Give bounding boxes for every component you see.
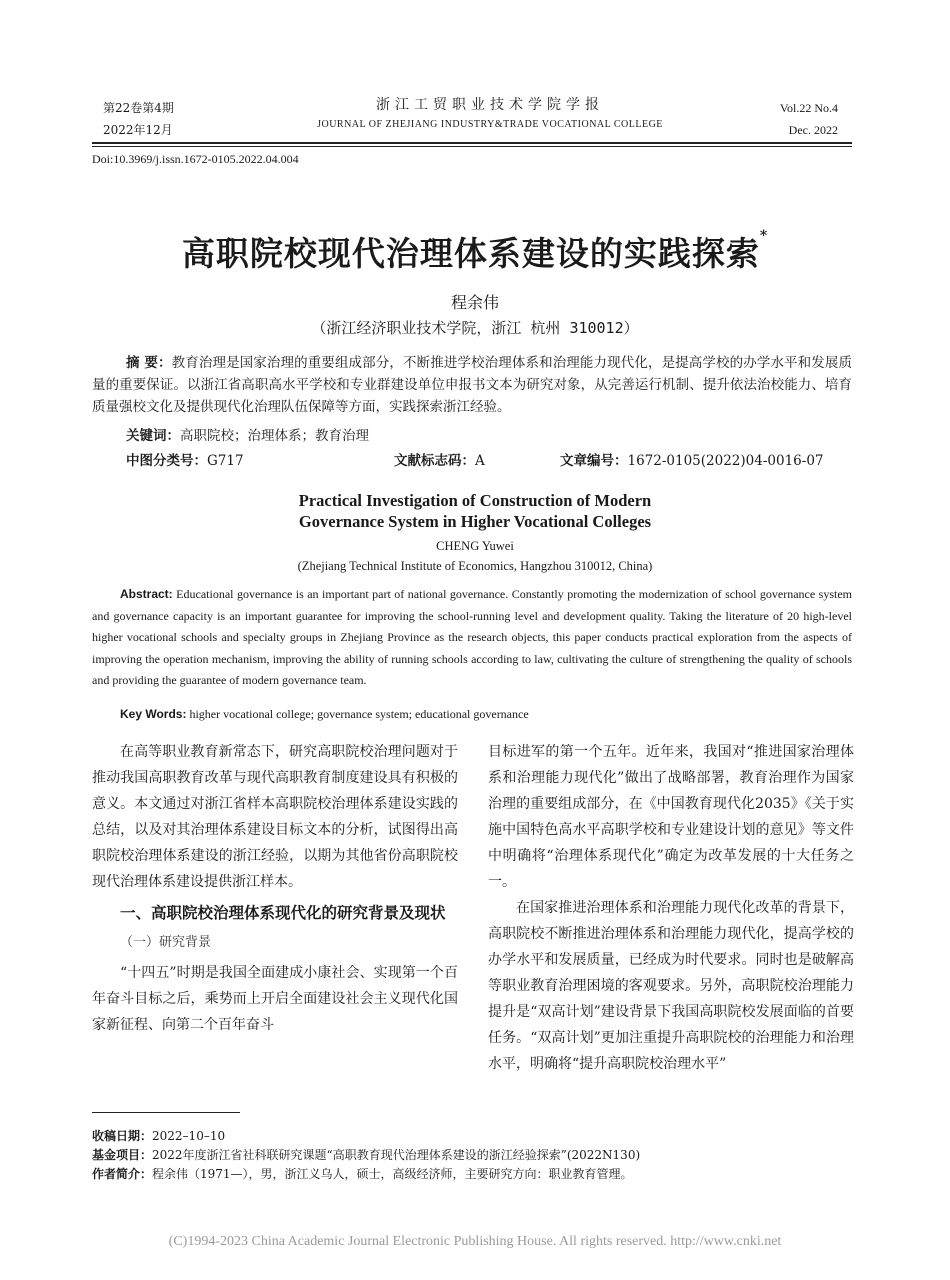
clc-label: 中图分类号：	[126, 453, 207, 469]
body-column-left	[92, 739, 458, 1038]
received-date: 2022–10–10	[152, 1129, 226, 1143]
document-code	[394, 449, 485, 469]
fund-label: 基金项目：	[92, 1148, 153, 1162]
abstract-cn-label: 摘 要：	[126, 355, 172, 371]
keywords-en-text: higher vocational college; governance system; educational governance	[189, 707, 529, 721]
english-title-line2: Governance System in Higher Vocational Colleges	[298, 512, 652, 531]
copyright-watermark: (C)1994-2023 China Academic Journal Electronic Publishing House. All rights reserved. http://www.cnki.net	[168, 1234, 782, 1249]
keywords-cn	[126, 424, 369, 444]
doi: Doi:10.3969/j.issn.1672-0105.2022.04.004	[92, 152, 299, 166]
article-number	[560, 449, 824, 469]
bio-label: 作者简介：	[92, 1167, 153, 1181]
journal-name	[250, 95, 730, 135]
body-column-right	[488, 739, 854, 1077]
classification-row	[126, 449, 846, 471]
keywords-cn-label: 关键词：	[126, 428, 180, 444]
footnotes	[92, 1127, 852, 1184]
abstract-en	[92, 584, 852, 692]
english-title-line1: Practical Investigation of Construction of Modern	[298, 491, 652, 510]
abstract-en-label: Abstract:	[120, 587, 173, 601]
body-paragraph-1-continued: 目标进军的第一个五年。近年来，我国对“推进国家治理体系和治理能力现代化”做出了战略部署，教育治理作为国家治理的重要组成部分，在《中国教育现代化2035》《关于实施中国特色高水平高职学校和专业建设计划的意见》等文件中明确将“治理体系现代化”确定为改革发展的十大任务之一。	[488, 744, 854, 890]
clc-value: G717	[207, 453, 244, 469]
subsection-heading-1: （一）研究背景	[120, 935, 212, 950]
keywords-en-label: Key Words:	[120, 707, 187, 721]
english-author: CHENG Yuwei	[436, 539, 514, 553]
english-title	[0, 490, 950, 532]
journal-issue-right	[780, 97, 838, 141]
received-label: 收稿日期：	[92, 1129, 153, 1143]
abstract-cn	[92, 352, 852, 418]
header-rule-thin	[92, 146, 852, 147]
english-affiliation: (Zhejiang Technical Institute of Economics, Hangzhou 310012, China)	[297, 559, 653, 573]
footnote-rule	[92, 1112, 240, 1113]
journal-name-en: JOURNAL OF ZHEJIANG INDUSTRY&TRADE VOCATIONAL COLLEGE	[317, 119, 663, 130]
body-paragraph-2: 在国家推进治理体系和治理能力现代化改革的背景下，高职院校不断推进治理体系和治理能力现代化，提高学校的办学水平和发展质量，已经成为时代要求。同时也是破解高等职业教育治理困境的客观要求。另外，高职院校治理能力提升是“双高计划”建设背景下我国高职院校发展面临的首要任务。“双高计划”更加注重提升高职院校的治理能力和治理水平，明确将“提升高职院校治理水平”	[488, 900, 854, 1072]
keywords-en	[120, 707, 529, 722]
abstract-cn-text: 教育治理是国家治理的重要组成部分，不断推进学校治理体系和治理能力现代化，是提高学校的办学水平和发展质量的重要保证。以浙江省高职高水平学校和专业群建设单位申报书文本为研究对象，从完善运行机制、提升依法治校能力、培育质量强校文化及提供现代化治理队伍保障等方面，实践探索浙江经验。	[92, 355, 852, 415]
keywords-cn-text: 高职院校；治理体系；教育治理	[180, 428, 369, 444]
journal-name-cn: 浙江工贸职业技术学院学报	[376, 97, 604, 113]
volume-issue-en: Vol.22 No.4	[779, 101, 838, 115]
date-cn: 2022年12月	[103, 123, 173, 137]
author-name: 程余伟	[450, 293, 499, 312]
paper-title	[0, 228, 950, 275]
clc-number	[126, 449, 244, 469]
footnote-author-bio	[92, 1165, 852, 1184]
title-footnote-mark: *	[759, 228, 769, 244]
doc-code-label: 文献标志码：	[394, 453, 475, 469]
doc-code-value: A	[475, 453, 485, 469]
article-number-label: 文章编号：	[560, 453, 628, 469]
section-heading-1: 一、高职院校治理体系现代化的研究背景及现状	[120, 904, 446, 922]
author-affiliation: （浙江经济职业技术学院，浙江 杭州 310012）	[311, 319, 639, 337]
intro-paragraph: 在高等职业教育新常态下，研究高职院校治理问题对于推动我国高职教育改革与现代高职教育制度建设具有积极的意义。本文通过对浙江省样本高职院校治理体系建设实践的总结，以及对其治理体系建设目标文本的分析，试图得出高职院校治理体系建设的浙江经验，以期为其他省份高职院校现代治理体系建设提供浙江样本。	[92, 744, 458, 890]
footnote-fund	[92, 1146, 852, 1165]
article-number-value: 1672-0105(2022)04-0016-07	[627, 453, 824, 469]
footnote-received	[92, 1127, 852, 1146]
fund-text: 2022年度浙江省社科联研究课题“高职教育现代治理体系建设的浙江经验探索”(2022N130)	[152, 1148, 641, 1162]
abstract-en-text: Educational governance is an important part of national governance. Constantly promoting the modernization of school governance system and governance capacity is an important guarantee for improving the school-running level and development quality. Taking the literature of 20 high-level higher vocational schools and specialty groups in Zhejiang Province as the research objects, this paper conducts practical exploration from the aspects of improving the operation mechanism, improving the ability of running schools according to law, cultivating the culture of strengthening the quality of schools and providing the guarantee of modern governance team.	[92, 587, 853, 687]
paper-title-text: 高职院校现代治理体系建设的实践探索	[181, 234, 760, 273]
header-rule	[92, 142, 852, 144]
journal-issue-left	[103, 97, 174, 141]
date-en: Dec. 2022	[788, 123, 838, 137]
body-paragraph-1: “十四五”时期是我国全面建成小康社会、实现第一个百年奋斗目标之后，乘势而上开启全面建设社会主义现代化国家新征程、向第二个百年奋斗	[92, 965, 458, 1033]
bio-text: 程余伟（1971—），男，浙江义乌人，硕士，高级经济师，主要研究方向：职业教育管理。	[152, 1167, 633, 1181]
volume-issue-cn: 第22卷第4期	[103, 101, 174, 115]
